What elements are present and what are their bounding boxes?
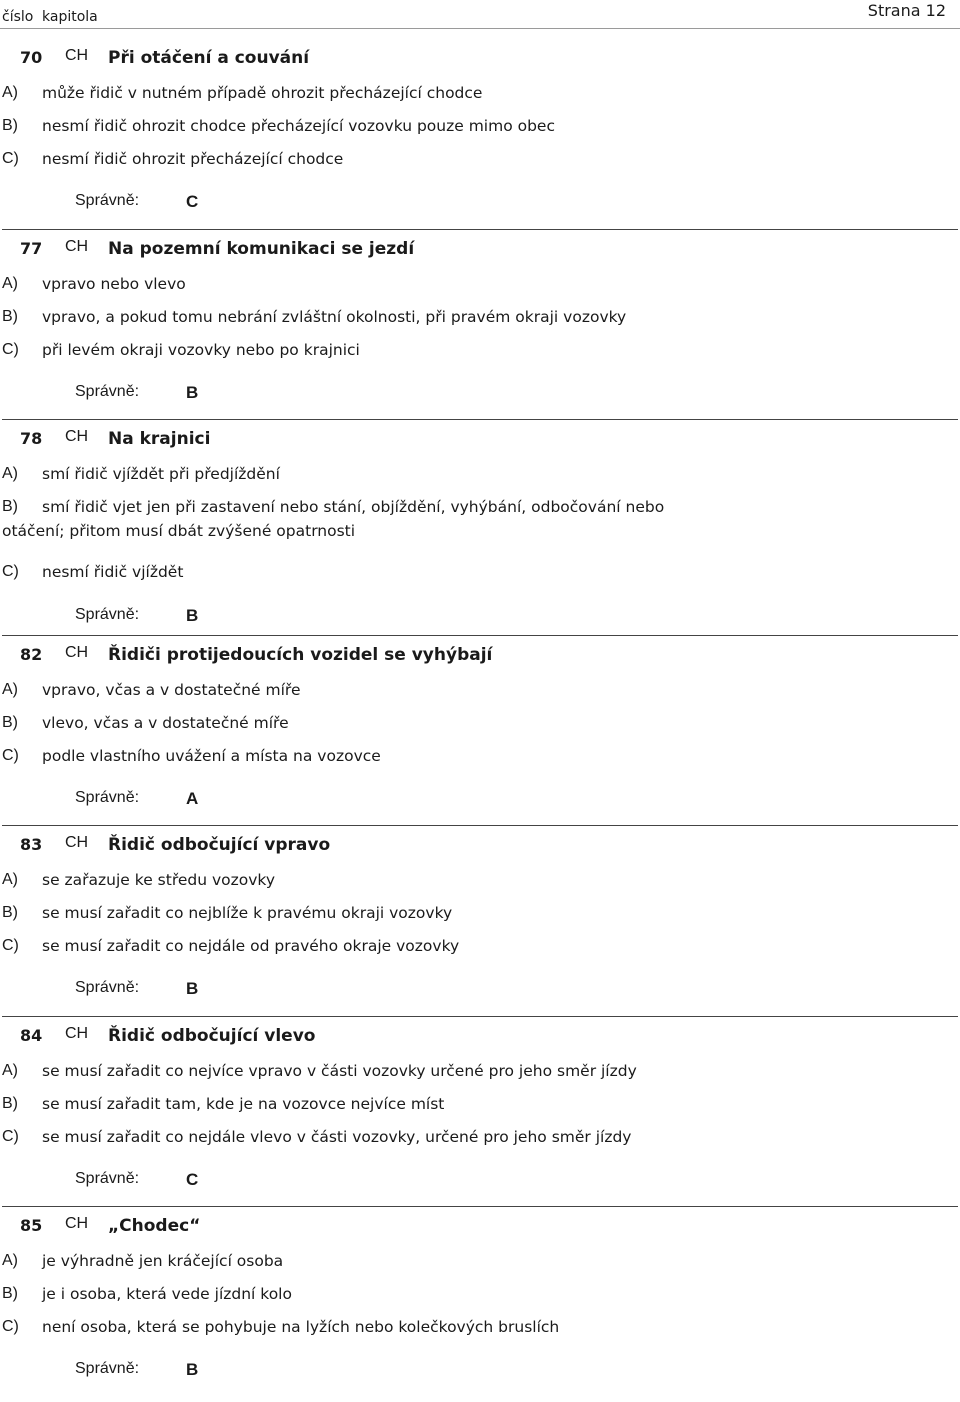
answer-option bbox=[2, 462, 710, 486]
answer-option bbox=[2, 81, 710, 105]
page-header bbox=[0, 0, 960, 30]
option-letter: B) bbox=[2, 117, 18, 134]
answer-option bbox=[2, 744, 710, 768]
question-number: 83 bbox=[20, 835, 43, 854]
correct-answer-label: Správně: bbox=[75, 1169, 140, 1187]
answer-option bbox=[2, 1315, 710, 1339]
correct-answer-value: B bbox=[186, 382, 199, 402]
question-divider bbox=[2, 229, 958, 230]
option-text: nesmí řidič vjíždět bbox=[42, 563, 184, 581]
question-divider bbox=[2, 1206, 958, 1207]
option-text: smí řidič vjet jen při zastavení nebo stání, objíždění, vyhýbání, odbočování nebo otáčení; přitom musí dbát zvýšené opatrnosti bbox=[2, 498, 665, 540]
correct-answer-label: Správně: bbox=[75, 192, 140, 209]
option-text: se musí zařadit co nejvíce vpravo v části vozovky určené pro jeho směr jízdy bbox=[42, 1061, 637, 1080]
answer-option bbox=[2, 868, 710, 892]
option-text: není osoba, která se pohybuje na lyžích nebo kolečkových bruslích bbox=[42, 1318, 560, 1336]
option-letter: A) bbox=[2, 274, 18, 292]
option-letter: B) bbox=[2, 1285, 18, 1302]
question-block bbox=[0, 825, 960, 1016]
correct-answer-value: C bbox=[186, 192, 199, 211]
question-number: 85 bbox=[20, 1216, 43, 1235]
question-title: Na krajnici bbox=[108, 429, 211, 449]
correct-answer-value: B bbox=[186, 606, 199, 625]
correct-answer-value: B bbox=[186, 979, 199, 998]
correct-answer-value: B bbox=[186, 1360, 199, 1379]
answer-option bbox=[2, 147, 710, 171]
answer-option bbox=[2, 1125, 710, 1149]
correct-answer-label: Správně: bbox=[75, 1360, 140, 1377]
question-category: CH bbox=[65, 1215, 89, 1232]
question-divider bbox=[2, 635, 958, 636]
answer-option bbox=[2, 560, 710, 584]
question-block bbox=[0, 635, 960, 826]
question-title: Řidič odbočující vpravo bbox=[108, 835, 331, 855]
option-letter: C) bbox=[2, 937, 19, 954]
header-divider bbox=[0, 28, 960, 29]
answer-option bbox=[2, 1059, 710, 1083]
answer-option bbox=[2, 114, 710, 138]
page-number: Strana 12 bbox=[867, 1, 946, 20]
option-text: vpravo, a pokud tomu nebrání zvláštní okolnosti, při pravém okraji vozovky bbox=[42, 307, 627, 326]
option-letter: C) bbox=[2, 1127, 19, 1145]
option-letter: C) bbox=[2, 1318, 19, 1335]
option-text: vpravo nebo vlevo bbox=[42, 274, 186, 293]
correct-answer-value: A bbox=[186, 788, 199, 808]
answer-option bbox=[2, 901, 710, 925]
option-text: se musí zařadit co nejdále vlevo v části vozovky, určené pro jeho směr jízdy bbox=[42, 1127, 632, 1146]
option-letter: A) bbox=[2, 680, 18, 698]
answer-option bbox=[2, 678, 710, 702]
option-text: podle vlastního uvážení a místa na vozovce bbox=[42, 746, 381, 765]
option-letter: A) bbox=[2, 871, 18, 888]
question-divider bbox=[2, 825, 958, 826]
question-divider bbox=[2, 419, 958, 420]
question-category: CH bbox=[65, 1024, 89, 1042]
option-letter: A) bbox=[2, 84, 18, 101]
option-text: je výhradně jen kráčející osoba bbox=[42, 1252, 284, 1270]
correct-answer-value: C bbox=[186, 1169, 199, 1189]
option-letter: C) bbox=[2, 746, 19, 764]
answer-option bbox=[2, 711, 710, 735]
option-text: nesmí řidič ohrozit přecházející chodce bbox=[42, 150, 344, 168]
question-title: Řidič odbočující vlevo bbox=[108, 1025, 316, 1046]
question-block bbox=[0, 1016, 960, 1207]
answer-option bbox=[2, 305, 710, 329]
question-category: CH bbox=[65, 428, 89, 445]
option-letter: B) bbox=[2, 307, 18, 325]
question-list bbox=[0, 38, 960, 1397]
question-number: 78 bbox=[20, 429, 43, 448]
answer-option bbox=[2, 1282, 710, 1306]
option-letter: B) bbox=[2, 904, 18, 921]
option-letter: A) bbox=[2, 465, 18, 482]
option-text: vlevo, včas a v dostatečné míře bbox=[42, 713, 289, 732]
answer-option bbox=[2, 338, 710, 362]
option-text: nesmí řidič ohrozit chodce přecházející vozovku pouze mimo obec bbox=[42, 117, 555, 135]
column-header-number: číslo bbox=[2, 9, 34, 25]
option-text: se musí zařadit co nejblíže k pravému okraji vozovky bbox=[42, 904, 453, 922]
question-category: CH bbox=[65, 643, 89, 661]
question-number: 84 bbox=[20, 1025, 43, 1045]
option-letter: C) bbox=[2, 563, 19, 580]
option-letter: C) bbox=[2, 150, 19, 167]
option-text: vpravo, včas a v dostatečné míře bbox=[42, 680, 301, 699]
question-title: Řidiči protijedoucích vozidel se vyhýbají bbox=[108, 644, 493, 665]
question-number: 77 bbox=[20, 238, 43, 258]
option-text: se zařazuje ke středu vozovky bbox=[42, 871, 276, 889]
question-category: CH bbox=[65, 47, 89, 64]
question-divider bbox=[2, 1016, 958, 1017]
option-letter: B) bbox=[2, 1094, 18, 1112]
option-letter: A) bbox=[2, 1061, 18, 1079]
question-block bbox=[0, 229, 960, 420]
question-title: „Chodec“ bbox=[108, 1216, 201, 1236]
question-category: CH bbox=[65, 834, 89, 851]
correct-answer-label: Správně: bbox=[75, 788, 140, 806]
option-letter: B) bbox=[2, 713, 18, 731]
option-text: může řidič v nutném případě ohrozit přecházející chodce bbox=[42, 84, 483, 102]
option-letter: C) bbox=[2, 340, 19, 358]
answer-option bbox=[2, 1249, 710, 1273]
question-block bbox=[0, 38, 960, 229]
option-text: se musí zařadit co nejdále od pravého okraje vozovky bbox=[42, 937, 460, 955]
question-number: 82 bbox=[20, 644, 43, 664]
correct-answer-label: Správně: bbox=[75, 606, 140, 623]
correct-answer-label: Správně: bbox=[75, 979, 140, 996]
option-text: smí řidič vjíždět při předjíždění bbox=[42, 465, 280, 483]
question-title: Při otáčení a couvání bbox=[108, 48, 310, 68]
question-block bbox=[0, 1206, 960, 1397]
answer-option bbox=[2, 1092, 710, 1116]
option-text: při levém okraji vozovky nebo po krajnici bbox=[42, 340, 360, 359]
column-header-chapter: kapitola bbox=[42, 9, 98, 25]
question-category: CH bbox=[65, 237, 89, 255]
option-letter: A) bbox=[2, 1252, 18, 1269]
option-text: se musí zařadit tam, kde je na vozovce nejvíce míst bbox=[42, 1094, 445, 1113]
answer-option bbox=[2, 934, 710, 958]
option-text: je i osoba, která vede jízdní kolo bbox=[42, 1285, 292, 1303]
question-block bbox=[0, 419, 960, 635]
answer-option bbox=[2, 272, 710, 296]
answer-option bbox=[2, 495, 690, 543]
question-number: 70 bbox=[20, 48, 43, 67]
correct-answer-label: Správně: bbox=[75, 382, 140, 400]
option-letter: B) bbox=[2, 498, 18, 515]
question-title: Na pozemní komunikaci se jezdí bbox=[108, 238, 415, 259]
